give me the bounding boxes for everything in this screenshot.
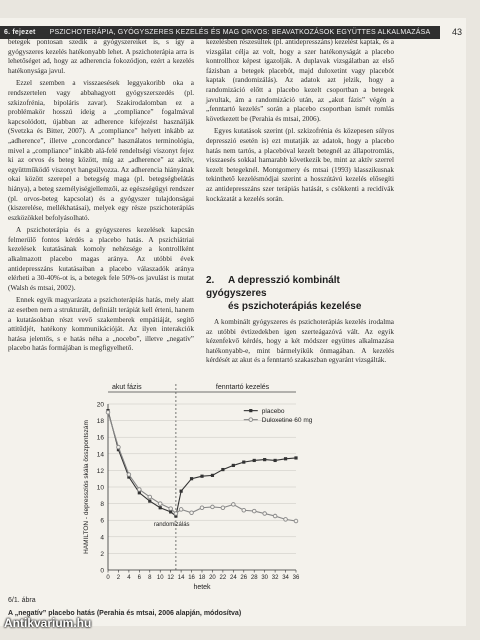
y-tick-label: 14 (96, 451, 104, 459)
data-point-duloxetine (294, 519, 298, 523)
data-point-duloxetine (117, 445, 121, 449)
data-point-placebo (284, 457, 287, 460)
y-tick-label: 8 (100, 501, 104, 509)
chapter-label: 6. fejezet (4, 29, 36, 36)
x-tick-label: 32 (271, 575, 279, 581)
x-axis-label: hetek (193, 584, 211, 591)
data-point-placebo (190, 477, 193, 480)
x-tick-label: 36 (292, 575, 300, 581)
data-point-duloxetine (211, 505, 215, 509)
paragraph: A kombinált gyógyszeres és pszichoterápiás kezelés irodalma az utóbbi évtizedekben igen szerteágazóvá vált. Az egyik kézenfekvő kérdés, hogy a két módszer együttes alkalmazása hatékonyabb-e, mint bármelyikük önmagában. A kezelés kérdését az akut és a fenntartó szakaszban egyaránt vizsgálták. (206, 318, 394, 365)
caption-text: A „negatív” placebo hatás (Perahia és mtsai, 2006 alapján, módosítva) (8, 610, 242, 617)
y-tick-label: 12 (96, 467, 104, 475)
legend-marker-0 (249, 409, 252, 412)
figure-caption (8, 596, 308, 618)
left-column-text (8, 38, 194, 364)
paragraph: A pszichoterápia és a gyógyszeres kezelések kapcsán felmerülő fontos kérdés a placebo hatás. A pszichiátriai kezelések kutatásának komoly nehézsége a kontrollként alkalmazott placebo magas aránya. Az utóbbi évek antidepresszáns kutatásaiban a placebo válaszadók aránya elérheti a 30-40%-ot is, a betegek fele 50%-os javulást is mutat (Walsh és mtsai, 2002). (8, 226, 194, 292)
watermark-text: Antikvarium.hu (4, 616, 92, 630)
section-title-line2: és pszichoterápiás kezelése (228, 301, 362, 312)
data-point-duloxetine (174, 512, 178, 516)
data-point-duloxetine (284, 518, 288, 522)
x-tick-label: 6 (137, 575, 142, 581)
x-tick-label: 8 (148, 575, 152, 581)
x-tick-label: 2 (116, 575, 121, 581)
x-tick-label: 12 (167, 575, 175, 581)
x-tick-label: 4 (127, 575, 131, 581)
book-page (0, 18, 466, 626)
y-tick-label: 0 (100, 567, 104, 575)
x-tick-label: 24 (229, 575, 237, 581)
x-tick-label: 20 (209, 575, 216, 581)
data-point-placebo (159, 506, 162, 509)
legend-marker-1 (249, 418, 253, 422)
y-tick-label: 20 (96, 401, 104, 409)
x-tick-label: 10 (156, 575, 164, 581)
series-line-1 (108, 412, 296, 521)
y-tick-label: 2 (100, 550, 104, 558)
y-axis-label: HAMILTON - depressziós skála összpontszám (83, 420, 90, 554)
paragraph: betegek pontosan szedik a gyógyszereiket is, s így a gyógyszeres kezelés hatékonyabb lehet. A pszichoterápia arra is lehetőséget ad, hogy az adherencia fokozódjon, ezért a kezelés hatékonysága javul. (8, 38, 194, 75)
x-tick-label: 34 (282, 575, 289, 581)
data-point-placebo (242, 461, 245, 464)
data-point-duloxetine (158, 502, 162, 506)
randomization-annotation: randomizálás (153, 522, 190, 529)
y-tick-label: 4 (100, 534, 104, 542)
x-tick-label: 0 (106, 575, 110, 581)
paragraph: Egyes kutatások szerint (pl. szkizofrénia és közepesen súlyos depresszió esetén is) ezt mutatják az adatok, hogy a placebo hatás nem tartós, a placebóval kezelt betegnél az állapotromlás, visszaesés sokkal hamarabb következik be, mint az aktív szerrel kezelt betegeknél. Montgomery és mtsai (1993) klasszikusnak tekinthető kezelésmódjai szerint a hosszútávú kezelés elősegíti az antidepresszáns szer terápiás hatását, s csökkenti a recidívák kockázatát a kezelés során. (206, 127, 394, 203)
data-point-duloxetine (200, 506, 204, 510)
y-tick-label: 6 (100, 517, 104, 525)
data-point-placebo (294, 456, 297, 459)
x-tick-label: 16 (188, 575, 195, 581)
data-point-duloxetine (252, 509, 256, 513)
data-point-placebo (253, 459, 256, 462)
figure-label: 6/1. ábra (8, 597, 36, 604)
x-tick-label: 22 (219, 575, 227, 581)
paragraph: Ezzel szemben a visszaesések leggyakoribb oka a rendszertelen vagy abbahagyott gyógyszerszedés (pl. szkizofrénia, bipoláris zavar). Szakirodalomban ez a problémakör hosszú ideig a „compliance” fogalmával kapcsolódott, újabban az adherence kifejezést használják (Svetzka és Bitter, 2007). A „compliance” helyett inkább az „adherence”, illetve „concordance” használatos terminológia, mivel a „compliance” inkább alá-felé rendeltségi viszonyt fejez ki az orvos és beteg között, míg az „adherence” az aktív, együttműködő viszonyt hangsúlyozza. Az adherencia hiányának okai között szerepel a betegség maga (pl. betegségbelátás hiánya), a beteg személyiségjellemzői, az egészségügyi rendszer (pl. orvos-beteg kapcsolat) és a gyógyszer tulajdonságai (kiszerelése, mellékhatásai), melyek egy része pszichoterápiás eszközökkel befolyásolható. (8, 79, 194, 222)
data-point-duloxetine (190, 511, 194, 515)
data-point-placebo (274, 459, 277, 462)
data-point-placebo (200, 475, 203, 478)
data-point-duloxetine (127, 473, 131, 477)
x-tick-label: 30 (261, 575, 269, 581)
data-point-duloxetine (242, 508, 246, 512)
y-tick-label: 16 (96, 434, 104, 442)
x-tick-label: 14 (177, 575, 185, 581)
data-point-placebo (232, 464, 235, 467)
paragraph: Ennek egyik magyarázata a pszichoterápiás hatás, mely alatt az esetben nem a strukturált, definiált terápiát kell érteni, hanem a kutatásokban részt vevő szakemberek empátiáját, segítő attitűdjét, hatékony kommunikációját. Az ilyen interakciók hatása jelentős, s e hatás néha a „nocebo”, illetve „negatív” placebo hatás formájában is megfigyelhető. (8, 296, 194, 353)
data-point-duloxetine (106, 411, 110, 415)
paragraph: kezelésben részesültek (pl. antidepresszáns) kezelést kaptak, és a vizsgálat célja az volt, hogy a szer hatékonyságát a placebo kontrollhoz képest igazolják. A duplavak vizsgálatban az első fázisban a betegek placebót, majd duloxetint vagy placebót kaptak (randomizálás). Az adatok azt jelzik, hogy a randomizáció előtt a placebo kezelt csoportban a betegek javultak, ám a randomizáció után, az „akut fázis” végén a „fenntartó kezelés” során a placebo csoportban ismét romlás következett be (Perahia és mtsai, 2006). (206, 38, 394, 123)
data-point-placebo (180, 490, 183, 493)
data-point-placebo (221, 468, 224, 471)
phase-label-acute: akut fázis (112, 384, 142, 391)
data-point-duloxetine (221, 506, 225, 510)
x-tick-label: 26 (240, 575, 248, 581)
y-tick-label: 18 (96, 418, 104, 426)
x-tick-label: 28 (250, 575, 258, 581)
data-point-duloxetine (148, 495, 152, 499)
section-number: 2. (206, 275, 215, 286)
data-point-placebo (148, 500, 151, 503)
right-column-text (206, 38, 394, 270)
data-point-placebo (211, 474, 214, 477)
data-point-placebo (263, 458, 266, 461)
line-chart (6, 378, 313, 596)
data-point-duloxetine (138, 488, 142, 492)
section-heading (206, 274, 396, 313)
section-title-line1: A depresszió kombinált gyógyszeres (206, 275, 340, 299)
legend-label-0: placebo (261, 407, 285, 415)
page-number: 43 (451, 27, 462, 37)
figure-chart (6, 378, 313, 596)
data-point-duloxetine (273, 514, 277, 518)
data-point-duloxetine (169, 507, 173, 511)
legend-label-1: Duloxetine 60 mg (261, 416, 313, 424)
data-point-duloxetine (263, 512, 267, 516)
right-column-lower-text (206, 318, 394, 376)
data-point-duloxetine (232, 503, 236, 507)
y-tick-label: 10 (96, 484, 104, 492)
running-title: PSZICHOTERÁPIA, GYÓGYSZERES KEZELÉS ÉS MAG ORVOS: BEAVATKOZÁSOK EGYÜTTES ALKALMAZÁSA (49, 29, 431, 36)
phase-label-maintenance: fenntartó kezelés (215, 384, 270, 391)
x-tick-label: 18 (198, 575, 206, 581)
data-point-duloxetine (179, 508, 183, 512)
series-line-0 (108, 411, 296, 516)
